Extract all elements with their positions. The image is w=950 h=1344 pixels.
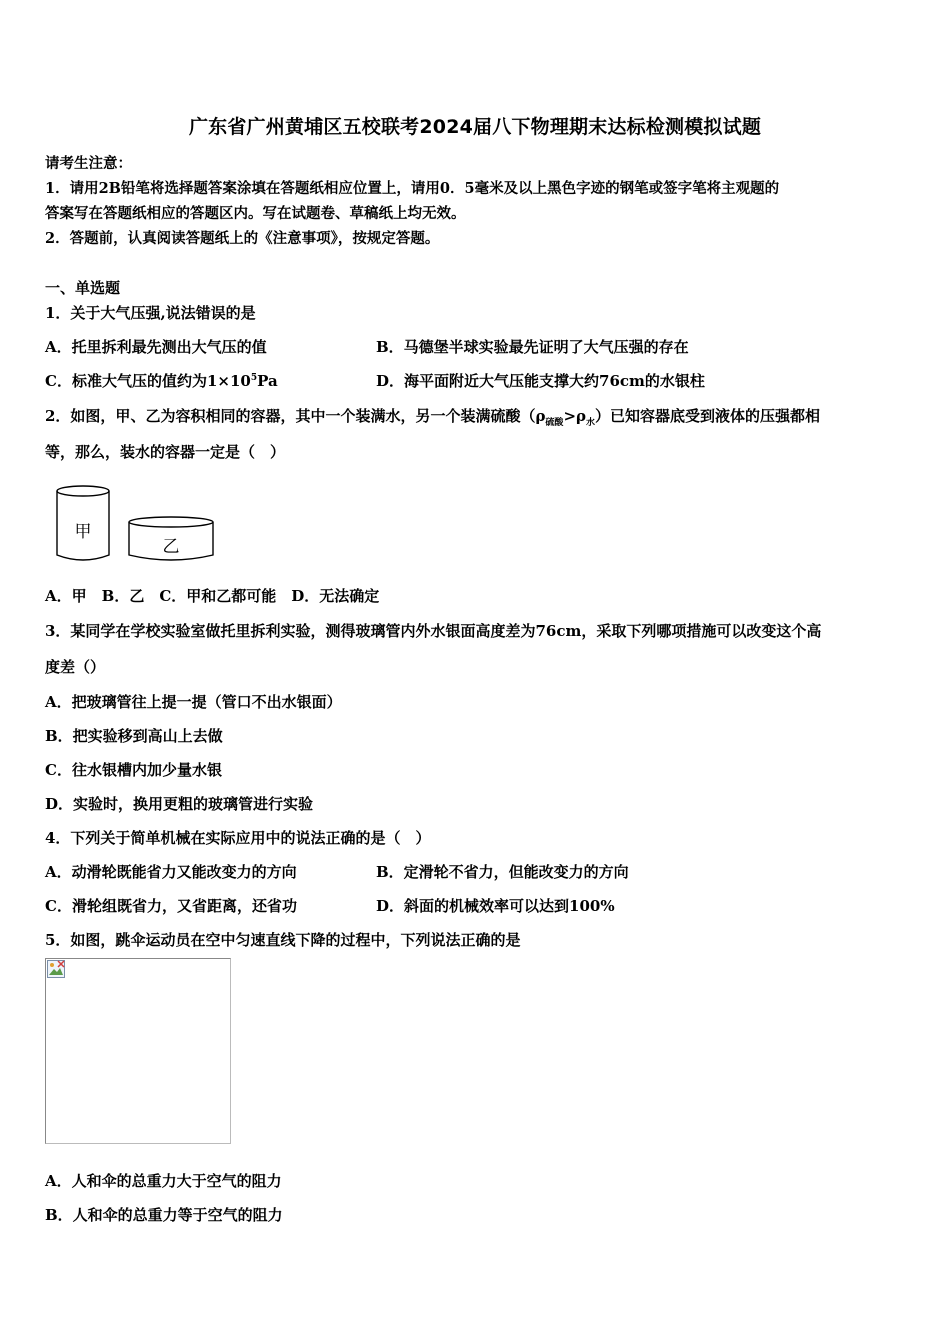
q5-option-b: B．人和伞的总重力等于空气的阻力 (45, 1206, 283, 1224)
q3-option-b: B．把实验移到高山上去做 (45, 727, 223, 745)
q3-stem-line-2: 度差（） (45, 658, 106, 676)
q2-stem-part-b: ）已知容器底受到液体的压强都相 (595, 407, 821, 425)
q4-option-a: A．动滑轮既能省力又能改变力的方向 (45, 863, 297, 881)
q1-option-c (45, 370, 278, 391)
q5-stem: 5．如图，跳伞运动员在空中匀速直线下降的过程中，下列说法正确的是 (45, 931, 521, 949)
q3-stem-line-1: 3．某同学在学校实验室做托里拆利实验，测得玻璃管内外水银面高度差为76cm，采取下列哪项措施可以改变这个高 (45, 622, 822, 640)
q5-image-placeholder (45, 958, 231, 1144)
q1-option-a: A．托里拆利最先测出大气压的值 (45, 338, 267, 356)
q2-stem-mid: >ρ (563, 407, 586, 425)
section-heading: 一、单选题 (45, 279, 121, 297)
notice-line-1b: 答案写在答题纸相应的答题区内。写在试题卷、草稿纸上均无效。 (45, 205, 466, 222)
containers-figure (52, 482, 222, 567)
q2-subscript-sulfuric: 硫酸 (545, 418, 564, 428)
q3-option-a: A．把玻璃管往上提一提（管口不出水银面） (45, 693, 342, 711)
container-jia-label: 甲 (74, 522, 92, 542)
q4-option-b: B．定滑轮不省力，但能改变力的方向 (376, 863, 629, 881)
q4-option-d: D．斜面的机械效率可以达到100% (376, 897, 615, 915)
broken-image-icon (47, 960, 65, 978)
q1-option-c-unit: Pa (257, 372, 278, 390)
q1-stem: 1．关于大气压强,说法错误的是 (45, 304, 256, 322)
q2-stem-line-1 (45, 405, 820, 426)
q2-options: A．甲 B．乙 C．甲和乙都可能 D．无法确定 (45, 587, 380, 605)
notice-line-1a: 1．请用2B铅笔将选择题答案涂填在答题纸相应位置上，请用0．5毫米及以上黑色字迹的钢笔或签字笔将主观题的 (45, 180, 780, 197)
q1-option-d: D．海平面附近大气压能支撑大约76cm的水银柱 (376, 372, 705, 390)
page-title: 广东省广州黄埔区五校联考2024届八下物理期末达标检测模拟试题 (188, 116, 762, 138)
notice-line-2: 2．答题前，认真阅读答题纸上的《注意事项》，按规定答题。 (45, 230, 440, 247)
q3-option-d: D．实验时，换用更粗的玻璃管进行实验 (45, 795, 314, 813)
q2-stem-line-2: 等，那么，装水的容器一定是（ ） (45, 443, 286, 461)
q2-subscript-water: 水 (585, 418, 595, 428)
q2-stem-part-a: 2．如图，甲、乙为容积相同的容器，其中一个装满水，另一个装满硫酸（ρ (45, 407, 546, 425)
q3-option-c: C．往水银槽内加少量水银 (45, 761, 222, 779)
q1-option-c-exponent: 5 (250, 373, 258, 383)
q4-option-c: C．滑轮组既省力，又省距离，还省功 (45, 897, 297, 915)
q1-option-b: B．马德堡半球实验最先证明了大气压强的存在 (376, 338, 689, 356)
q5-option-a: A．人和伞的总重力大于空气的阻力 (45, 1172, 282, 1190)
notice-heading: 请考生注意： (45, 155, 132, 172)
q4-stem: 4．下列关于简单机械在实际应用中的说法正确的是（ ） (45, 829, 431, 847)
q1-option-c-text: C．标准大气压的值约为1×10 (45, 372, 251, 390)
container-yi-label: 乙 (162, 537, 180, 557)
